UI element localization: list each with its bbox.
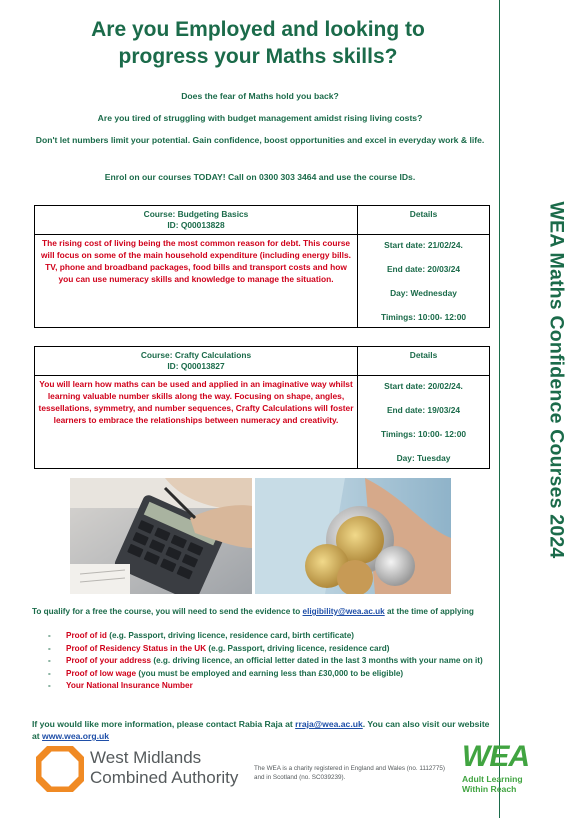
course-name: Course: Crafty Calculations bbox=[140, 350, 252, 360]
start-date: Start date: 20/02/24. bbox=[384, 381, 463, 391]
course-id: ID: Q00013828 bbox=[167, 220, 225, 230]
wea-tagline-2: Within Reach bbox=[462, 784, 517, 794]
website-link[interactable]: www.wea.org.uk bbox=[42, 731, 110, 741]
eligibility-email-link[interactable]: eligibility@wea.ac.uk bbox=[302, 607, 385, 616]
list-item: - Proof of Residency Status in the UK (e.g. Passport, driving licence, residence card) bbox=[48, 643, 390, 653]
course-details bbox=[358, 376, 490, 469]
page-title-line-2: progress your Maths skills? bbox=[118, 45, 398, 68]
list-item: - Proof of id (e.g. Passport, driving licence, residence card, birth certificate) bbox=[48, 631, 355, 640]
charity-notice: The WEA is a charity registered in England and Wales (no. 1112775) and in Scotland (no. SC039239). bbox=[254, 765, 445, 781]
course-details bbox=[358, 235, 490, 328]
end-date: End date: 19/03/24 bbox=[386, 405, 461, 415]
wea-tagline bbox=[462, 774, 542, 794]
wea-logo bbox=[462, 742, 542, 794]
qualify-text bbox=[32, 606, 492, 617]
end-date: End date: 20/03/24 bbox=[386, 264, 461, 274]
wea-logo-mark: WEA bbox=[462, 740, 529, 773]
intro-question-1: Does the fear of Maths hold you back? bbox=[181, 91, 339, 101]
start-date: Start date: 21/02/24. bbox=[384, 240, 463, 250]
course-description: You will learn how maths can be used and applied in an imaginative way whilst learning valuable number skills along the way. Focusing on shape, angles, tessellations, symmetry, and number sequences, Crafty Calculations will foster learners to embrace the relationships between numeracy and creativity. bbox=[35, 376, 358, 469]
details-header: Details bbox=[358, 347, 490, 376]
side-title-text: WEA Maths Confidence Courses 2024 bbox=[545, 201, 568, 559]
course-timings: Timings: 10:00- 12:00 bbox=[380, 312, 467, 322]
course-timings: Timings: 10:00- 12:00 bbox=[380, 429, 467, 439]
course-header bbox=[35, 347, 358, 376]
course-id: ID: Q00013827 bbox=[167, 361, 225, 371]
contact-text-2: . You can also visit our website at bbox=[32, 719, 490, 741]
course-day: Day: Tuesday bbox=[396, 453, 451, 463]
qualify-text-before: To qualify for a free the course, you will need to send the evidence to bbox=[32, 607, 303, 616]
wea-tagline-1: Adult Learning bbox=[462, 774, 523, 784]
list-item: - Proof of your address (e.g. driving licence, an official letter dated in the last 3 months with your name on it) bbox=[48, 656, 483, 665]
requirements-list bbox=[48, 630, 492, 693]
list-item: - Your National Insurance Number bbox=[48, 681, 193, 690]
coins-photo bbox=[255, 478, 451, 594]
calculator-photo bbox=[70, 478, 252, 594]
contact-text-1: If you would like more information, please contact Rabia Raja at bbox=[32, 719, 296, 729]
wmca-logo-icon bbox=[36, 746, 84, 792]
vertical-divider bbox=[499, 0, 500, 818]
intro-question-3: Don't let numbers limit your potential. Gain confidence, boost opportunities and excel in everyday work & life. bbox=[35, 135, 485, 145]
list-item: - Proof of low wage (you must be employed and earning less than £30,000 to be eligible) bbox=[48, 668, 404, 678]
page-title bbox=[28, 16, 488, 70]
page-title-line-1: Are you Employed and looking to bbox=[91, 18, 425, 41]
course-header bbox=[35, 206, 358, 235]
contact-text bbox=[32, 718, 492, 742]
enrol-text: Enrol on our courses TODAY! Call on 0300 303 3464 and use the course IDs. bbox=[104, 172, 416, 182]
contact-email-link[interactable]: rraja@wea.ac.uk bbox=[295, 719, 363, 729]
wmca-line-1: West Midlands bbox=[90, 748, 202, 767]
course-table-crafty bbox=[34, 346, 490, 469]
details-header: Details bbox=[358, 206, 490, 235]
side-title bbox=[526, 150, 586, 610]
course-day: Day: Wednesday bbox=[390, 288, 457, 298]
wmca-line-2: Combined Authority bbox=[90, 768, 239, 787]
course-description: The rising cost of living being the most common reason for debt. This course will focus on some of the main household expenditure (including energy bills. TV, phone and broadband packages, food bills and transport costs and how you can use numeracy skills and knowledge to manage the situation. bbox=[35, 235, 358, 328]
course-name: Course: Budgeting Basics bbox=[143, 209, 249, 219]
intro-question-2: Are you tired of struggling with budget management amidst rising living costs? bbox=[97, 113, 423, 123]
course-table-budgeting bbox=[34, 205, 490, 328]
wmca-logo-text bbox=[90, 748, 238, 788]
qualify-text-after: at the time of applying bbox=[384, 607, 474, 616]
